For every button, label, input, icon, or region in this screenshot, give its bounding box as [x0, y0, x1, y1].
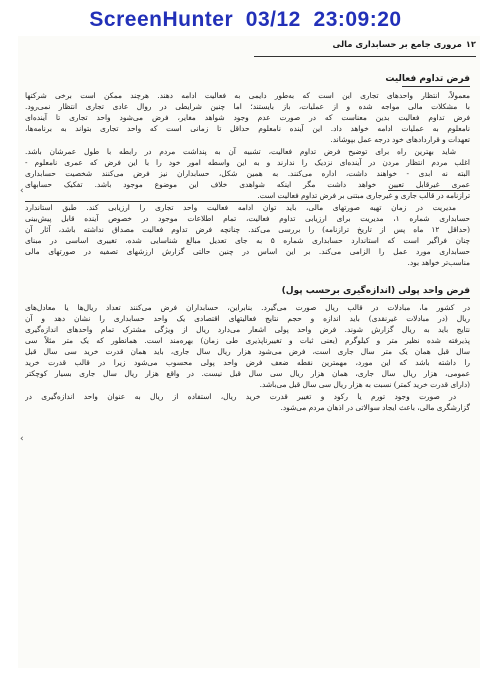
paragraph-line: حسابداری شماره ۱، مدیریت برای ارزیابی تداوم فعالیت، تمام اطلاعات موجود در خصوص آینده قابل پیش‌بینی [25, 214, 470, 223]
paragraph-line: معمولاً، انتظار واحدهای تجاری این است که به‌طور دایمی به فعالیت ادامه دهند. هرچند ممکن است برخی شرکتها [25, 91, 470, 100]
paragraph-line: عمومی، هزار ریال سال جاری، همان هزار ریال سی سال قبل نیست. در واقع هزار ریال سال جاری بسیار کوچکتر [25, 369, 470, 378]
paragraph-line: البته نه ابدی - خواهند داشت، اداره می‌کنند. به همین شکل، حسابداران نیز فرض می‌کنند شخصیت حسابداری [25, 169, 470, 178]
section-heading-going-concern: فرض تداوم فعالیت [385, 74, 470, 84]
heading-underline [402, 86, 470, 87]
paragraph-line: اغلب مردم انتظار مردن در آینده‌ای نزدیک را ندارند و به این واسطه امور خود را با این فرض که عمری نامعلوم - [25, 158, 470, 167]
paragraph-line: پذیرفته شده نظیر متر و کیلوگرم (یعنی ثبات و تغییرناپذیری طی زمان) بهره‌مند است. همانطور که یک متر مثلاً سی [25, 336, 470, 345]
paragraph-line: ترازنامه در قالب جاری و غیرجاری مبتنی بر فرض تداوم فعالیت است. [257, 191, 470, 200]
paragraph-line: نامعلوم به عملیات ادامه خواهد داد. این آینده نامعلوم حداقل تا زمانی است که واحد تجاری بتواند به برنامه‌ها، [25, 124, 470, 133]
scanned-page [18, 36, 480, 668]
paragraph-line: شاید بهترین راه برای توضیح فرض تداوم فعالیت، تشبیه آن به پنداشت مردم در رابطه با طول عمرشان باشد. [25, 147, 456, 156]
pen-underline [25, 201, 320, 202]
paragraph-line: عمری غیرقابل تعیین خواهد داشت مگر اینکه شواهدی خلاف این موضوع موجود باشد. تفکیک حسابهای [25, 180, 470, 189]
paragraph-line: نتایج باید به ریال گزارش شوند. فرض واحد پولی اشعار می‌دارد ریال از ویژگی مشترک تمام واحدهای اندازه‌گیری [25, 325, 470, 334]
banner-date: 03/12 [245, 8, 301, 31]
running-header [254, 39, 476, 57]
margin-mark: ‹ [20, 186, 24, 196]
screenhunter-banner [0, 0, 491, 40]
banner-time: 23:09:20 [313, 8, 402, 31]
paragraph-line: (حداقل ۱۲ ماه پس از تاریخ ترازنامه) را بررسی می‌کند. چنانچه فرض تداوم فعالیت مصداق نداشته باشد، آثار آن [25, 225, 470, 234]
paragraph-line: فرض تداوم فعالیت بدین معناست که در صورت عدم وجود شواهد مغایر، فرض می‌شود واحد تجاری تا آینده‌ای [25, 113, 470, 122]
paragraph-line: در صورت وجود تورم یا رکود و تغییر قدرت خرید ریال، استفاده از ریال به عنوان واحد اندازه‌گیری در [25, 392, 456, 401]
paragraph-line: در کشور ما، مبادلات در قالب ریال صورت می‌گیرد. بنابراین، حسابداران فرض می‌کنند تعداد ریال‌ها یا معادل‌های [25, 303, 470, 312]
heading-underline [320, 298, 470, 299]
margin-mark: ‹ [20, 434, 24, 444]
paragraph-line: سال قبل همان یک متر سال جاری است، فرض می‌شود هزار ریال سال جاری، باید همان قدرت خرید سی سال قبل [25, 347, 470, 356]
book-title: مروری جامع بر حسابداری مالی [332, 39, 462, 49]
paragraph-line: چنان فراگیر است که استاندارد حسابداری شماره ۵ به جای تعدیل مبالغ شناسایی شده، تغییری اساسی در مبنای [25, 236, 470, 245]
paragraph-line: ریال (در مبادلات غیرنقدی) باید اندازه و حجم نتایج فعالیتهای اقتصادی یک واحد حسابداری را نشان دهد و آن [25, 314, 470, 323]
paragraph-line: را داشته باشد که این مورد، مهمترین نقطه ضعف فرض واحد پولی محسوب می‌شود زیرا در قالب قدرت خرید [25, 358, 470, 367]
section-heading-monetary-unit: فرض واحد پولی (اندازه‌گیری برحسب پول) [281, 286, 470, 296]
banner-app-name: ScreenHunter [89, 8, 234, 31]
paragraph-line: مدیریت در زمان تهیه صورتهای مالی، باید توان ادامه فعالیت واحد تجاری را ارزیابی کند. طبق استاندارد [25, 203, 456, 212]
paragraph-line: مناسب‌تر خواهد بود. [407, 258, 470, 267]
paragraph-line: با مشکلات مالی مواجه شده و از عملیات، باز بایستند؛ اما چنین شرایطی در روال عادی تجاری انتظار نمی‌رود. [25, 102, 470, 111]
paragraph-line: (دارای قدرت خرید کمتر) نسبت به هزار ریال سی سال قبل می‌باشد. [259, 380, 470, 389]
paragraph-line: گزارشگری مالی، باعث ایجاد سوالاتی در اذهان مردم می‌شود. [280, 403, 470, 412]
paragraph-line: تعهدات و قراردادهای خود درجه عمل بپوشاند. [330, 135, 470, 144]
page-number: ۱۲ [465, 39, 476, 49]
paragraph-line: حسابداری مورد عمل را الزامی می‌کند. بر این اساس در چنین حالتی گزارش ارزشهای تصفیه در صورتهای مالی [25, 247, 470, 256]
